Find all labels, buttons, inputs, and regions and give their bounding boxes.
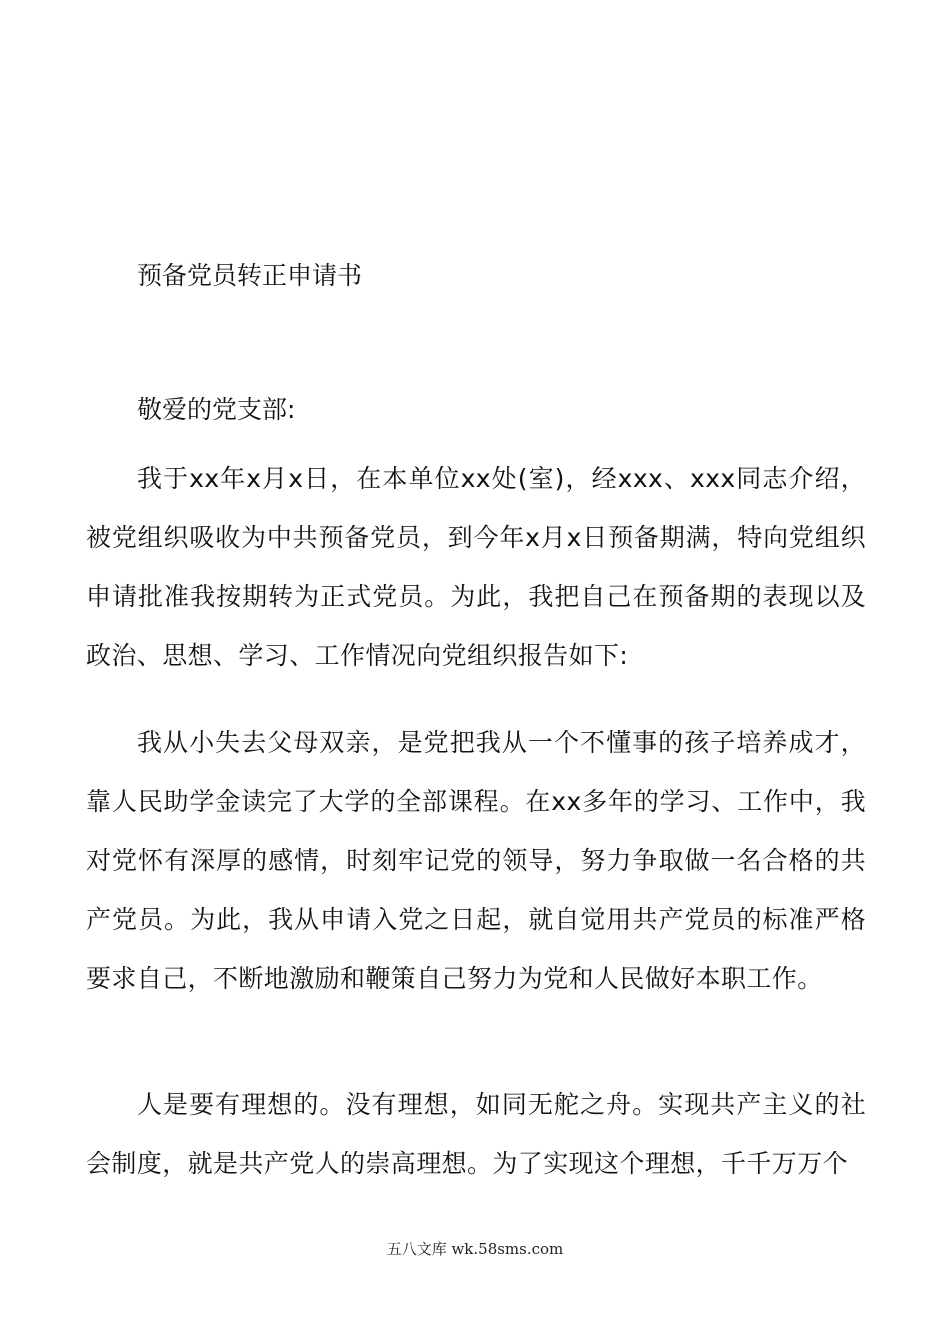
- paragraph-2: 我从小失去父母双亲，是党把我从一个不懂事的孩子培养成才，靠人民助学金读完了大学的全部课程。在xx多年的学习、工作中，我对党怀有深厚的感情，时刻牢记党的领导，努力争取做一名合格的共产党员。为此，我从申请入党之日起，就自觉用共产党员的标准严格要求自己，不断地激励和鞭策自己努力为党和人民做好本职工作。: [86, 728, 866, 993]
- footer-watermark: 五八文库 wk.58sms.com: [386, 1240, 564, 1258]
- salutation: 敬爱的党支部:: [137, 395, 296, 424]
- paragraph-3: 人是要有理想的。没有理想，如同无舵之舟。实现共产主义的社会制度，就是共产党人的崇高理想。为了实现这个理想，千千万万个: [86, 1090, 866, 1178]
- document-title: 预备党员转正申请书: [137, 261, 363, 290]
- paragraph-1: 我于xx年x月x日，在本单位xx处(室)，经xxx、xxx同志介绍，被党组织吸收为中共预备党员，到今年x月x日预备期满，特向党组织申请批准我按期转为正式党员。为此，我把自己在预备期的表现以及政治、思想、学习、工作情况向党组织报告如下:: [86, 464, 866, 670]
